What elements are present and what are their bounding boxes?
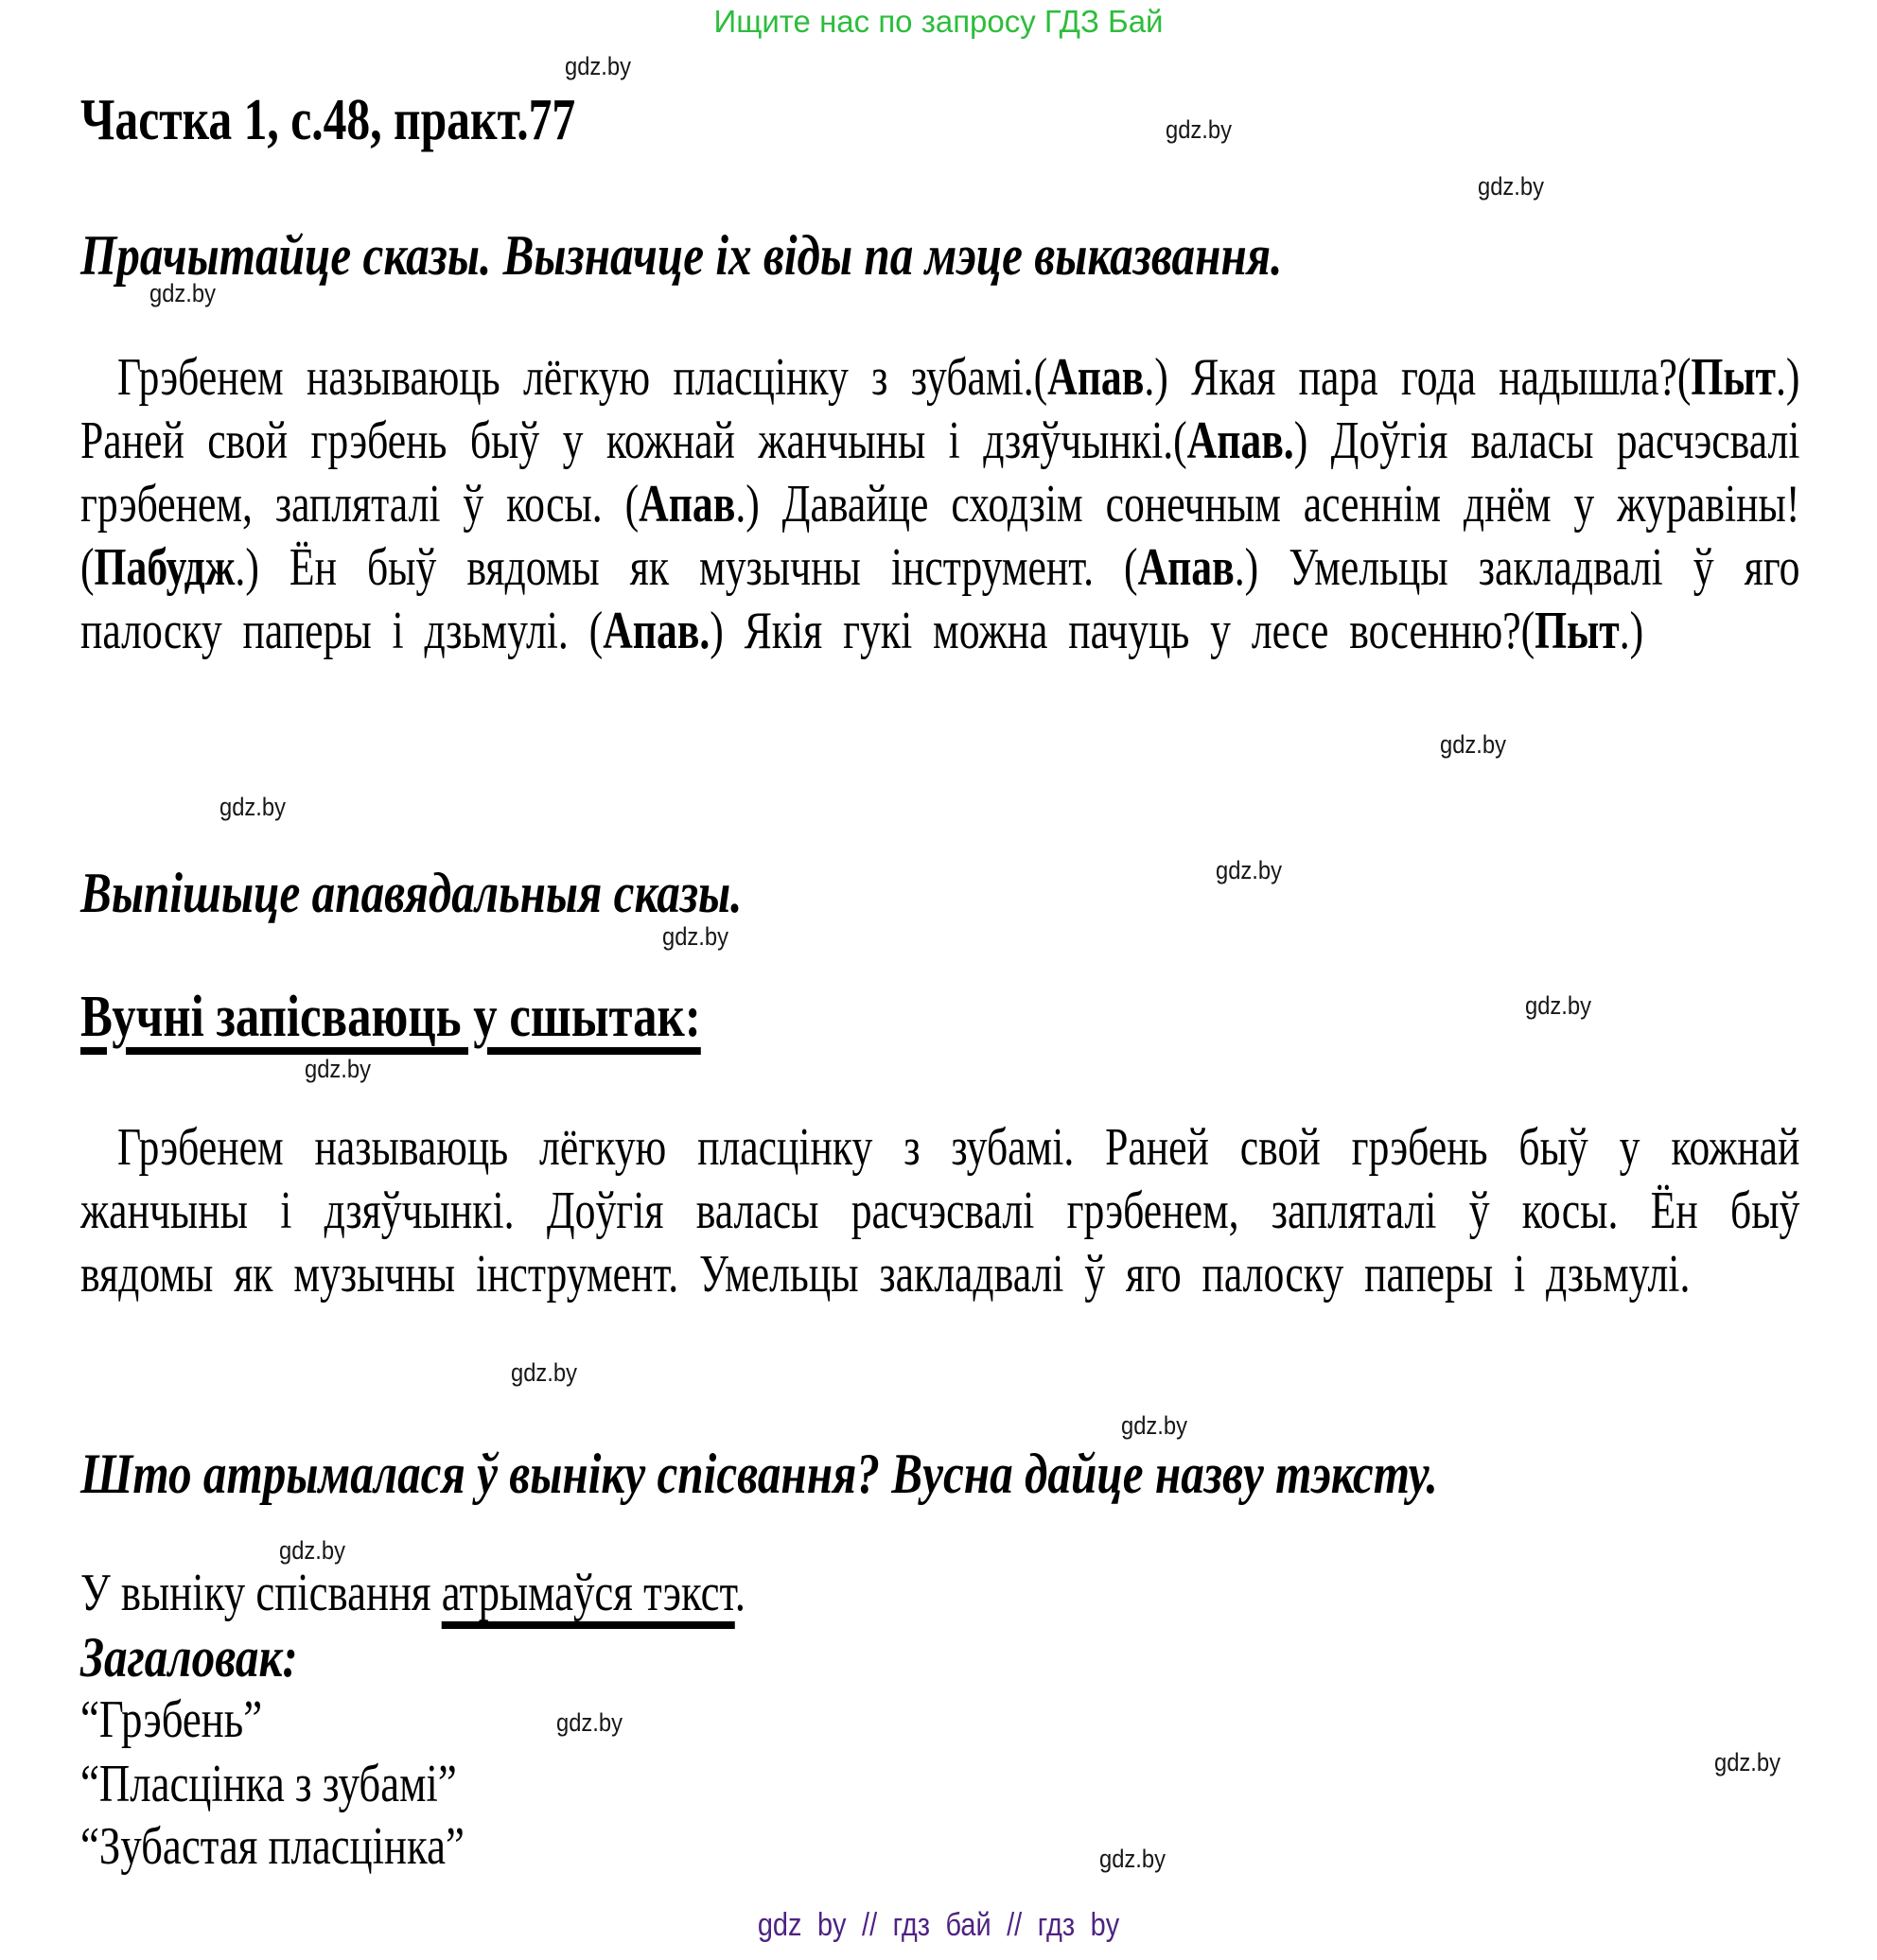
- zagalovak-label: Загаловак:: [80, 1626, 298, 1689]
- page-title: Частка 1, с.48, практ.77: [80, 88, 576, 152]
- watermark: gdz.by: [662, 922, 729, 951]
- footer-links: gdz by // гдз бай // гдз by: [757, 1907, 1120, 1943]
- sentence-text: .): [1619, 602, 1644, 660]
- watermark: gdz.by: [219, 793, 287, 821]
- watermark: gdz.by: [511, 1358, 578, 1387]
- watermark: gdz.by: [305, 1055, 372, 1083]
- sentence-text: .) Раней свой грэбень быў у кожнай жанчыны і дзяўчынкі.(: [80, 348, 1800, 470]
- watermark: gdz.by: [565, 52, 632, 80]
- watermark: gdz.by: [149, 279, 217, 307]
- title-option-3: “Зубастая пласцінка”: [80, 1817, 465, 1876]
- watermark: gdz.by: [1478, 172, 1545, 201]
- sentence-type-label: Апав: [1137, 538, 1235, 597]
- sentence-type-label: Пыт: [1691, 348, 1776, 407]
- watermark: gdz.by: [1525, 991, 1592, 1020]
- sentence-type-label: Пыт: [1535, 602, 1620, 660]
- answer-heading-text: Вучні запісваюць у сшытак:: [80, 985, 701, 1049]
- task3-heading: Што атрымалася ў выніку спісвання? Вусна дайце назву тэксту.: [80, 1443, 1438, 1505]
- paragraph-analyzed-sentences: [80, 346, 1799, 663]
- result-sentence: [80, 1563, 746, 1623]
- task1-heading: Прачытайце сказы. Вызначце іх віды па мэце выказвання.: [80, 224, 1283, 287]
- sentence-text: .) Ён быў вядомы як музычны інструмент. (: [235, 538, 1138, 597]
- sentence-text: ) Якія гукі можна пачуць у лесе восенню?(: [710, 602, 1535, 660]
- top-banner: Ищите нас по запросу ГДЗ Бай: [713, 4, 1164, 39]
- sentence-text: Грэбенем называюць лёгкую пласцінку з зубамі.(: [117, 348, 1048, 407]
- watermark: gdz.by: [279, 1536, 346, 1565]
- sentence-text: ) Доўгія валасы расчэсвалі грэбенем, запляталі ў косы. (: [80, 411, 1800, 534]
- watermark: gdz.by: [1121, 1411, 1188, 1440]
- sentence-text: .) Давайце сходзім сонечным асеннім днём у журавіны!(: [80, 475, 1800, 597]
- watermark: gdz.by: [1714, 1748, 1781, 1776]
- sentence-type-label: Пабудж: [94, 538, 236, 597]
- watermark: gdz.by: [1166, 115, 1233, 144]
- sentence-text: .) Умельцы закладвалі ў яго палоску паперы і дзьмулі. (: [80, 538, 1800, 660]
- task2-heading: Выпішыце апавядальныя сказы.: [80, 862, 743, 924]
- answer-heading: [80, 984, 701, 1051]
- sentence-type-label: Апав: [1047, 348, 1145, 407]
- paragraph-copied-text: Грэбенем называюць лёгкую пласцінку з зубамі. Раней свой грэбень быў у кожнай жанчыны і дзяўчынкі. Доўгія валасы расчэсвалі грэбенем, запляталі ў косы. Ён быў вядомы як музычны інструмент. Умельцы закладвалі ў яго палоску паперы і дзьмулі.: [80, 1118, 1800, 1304]
- sentence-type-label: Апав.: [1186, 411, 1294, 470]
- sentence-type-label: Апав.: [603, 602, 710, 660]
- underlined-text: атрымаўся тэкст: [441, 1564, 735, 1622]
- watermark: gdz.by: [1440, 730, 1507, 759]
- sentence-text: .: [734, 1564, 746, 1622]
- sentence-text: .) Якая пара года надышла?(: [1144, 348, 1692, 407]
- watermark: gdz.by: [1216, 856, 1283, 884]
- watermark: gdz.by: [1099, 1845, 1167, 1873]
- sentence-text: У выніку спісвання: [80, 1564, 442, 1622]
- title-option-2: “Пласцінка з зубамі”: [80, 1755, 457, 1813]
- sentence-type-label: Апав: [639, 475, 736, 534]
- watermark: gdz.by: [556, 1708, 623, 1737]
- title-option-1: “Грэбень”: [80, 1690, 263, 1749]
